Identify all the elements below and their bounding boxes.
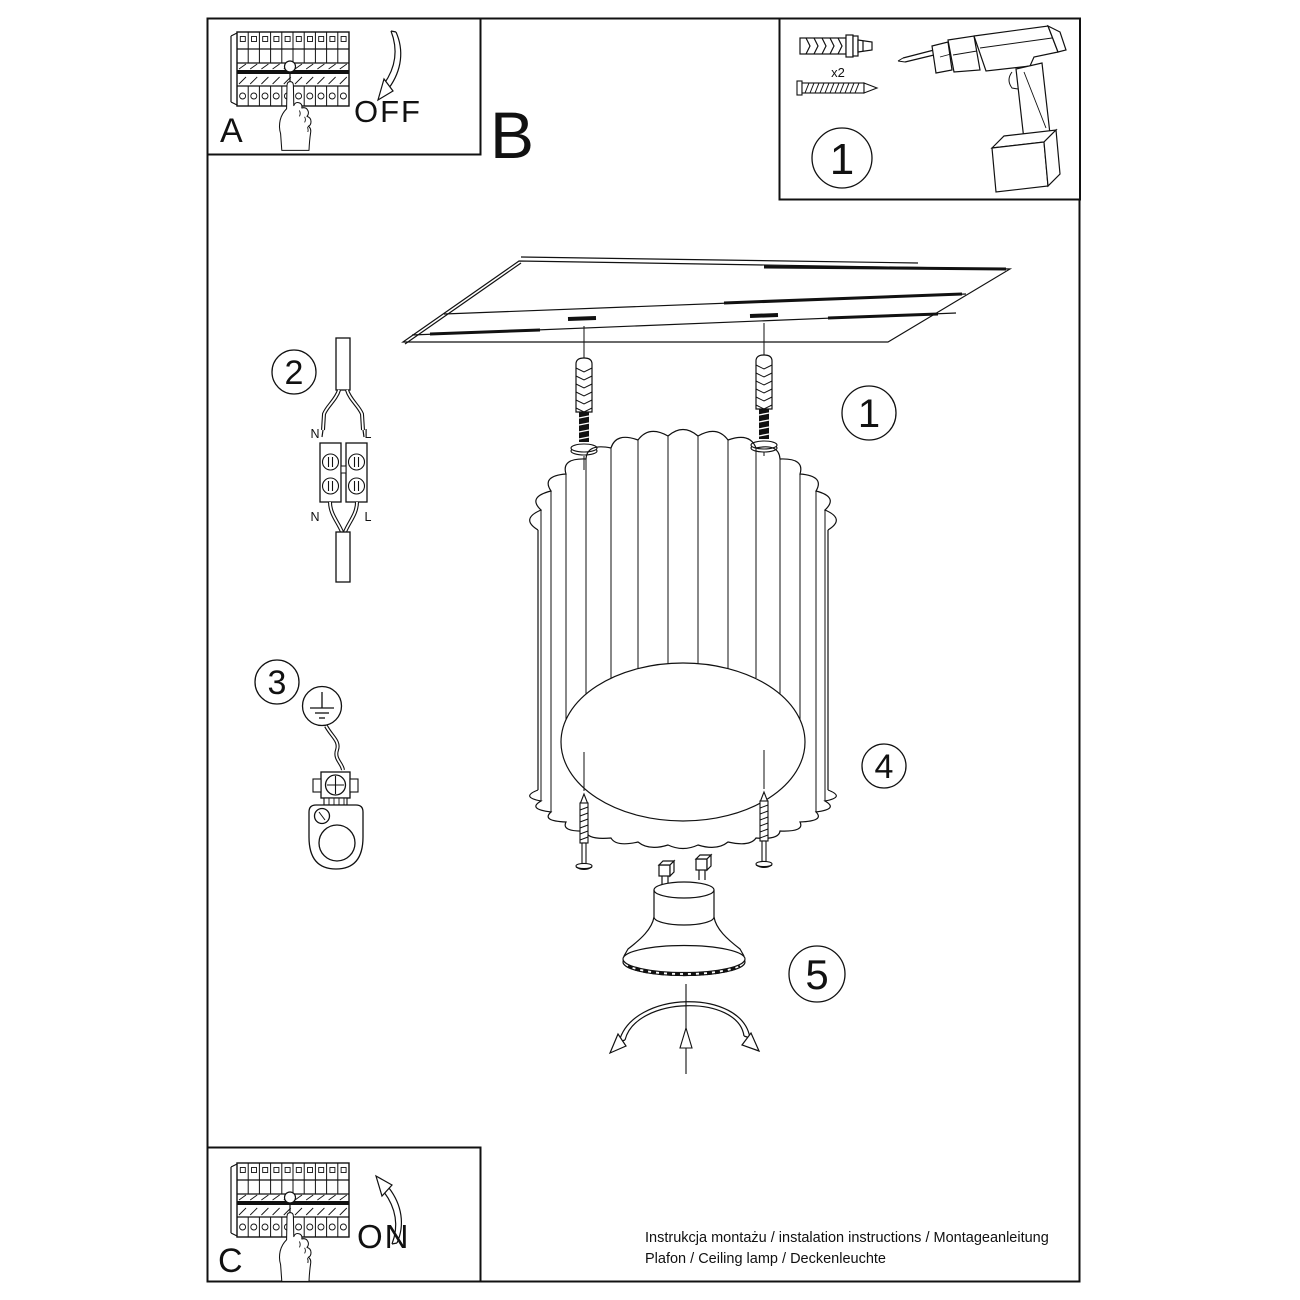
quantity-label: x2 bbox=[831, 65, 845, 80]
power-on-panel bbox=[208, 1148, 481, 1282]
terminal-label-l-top: L bbox=[364, 427, 372, 441]
mounting-hole bbox=[568, 318, 596, 319]
shade-opening bbox=[561, 663, 805, 821]
terminal-label-n-bottom: N bbox=[310, 510, 320, 524]
mounting-hole bbox=[750, 315, 778, 316]
power-off-panel bbox=[208, 19, 481, 155]
footer-line-1: Instrukcja montażu / instalation instructions / Montageanleitung bbox=[645, 1230, 1049, 1246]
step-badge-4 bbox=[862, 744, 906, 788]
fixture-cable bbox=[336, 532, 350, 582]
step-number: 2 bbox=[284, 354, 304, 392]
supply-cable bbox=[336, 338, 350, 390]
step-badge-2 bbox=[272, 350, 316, 394]
mounting-screw-icon bbox=[797, 81, 877, 95]
tools-step-badge bbox=[812, 128, 872, 188]
step-badge-3 bbox=[255, 660, 299, 704]
terminal-label-n-top: N bbox=[310, 427, 320, 441]
step-badge-1 bbox=[842, 386, 896, 440]
on-label: ON bbox=[357, 1218, 411, 1255]
step-number: 1 bbox=[829, 135, 855, 184]
step-number: 3 bbox=[267, 664, 287, 702]
mounting-bracket bbox=[309, 805, 363, 869]
panel-b-frame bbox=[208, 19, 1080, 1282]
terminal-label-l-bottom: L bbox=[364, 510, 372, 524]
footer-line-2: Plafon / Ceiling lamp / Deckenleuchte bbox=[645, 1251, 886, 1267]
section-label-a: A bbox=[220, 112, 243, 150]
ground-symbol bbox=[303, 687, 342, 726]
step-badge-5 bbox=[789, 946, 845, 1002]
section-label-b: B bbox=[490, 98, 535, 172]
step-number: 5 bbox=[805, 951, 829, 998]
tools-box bbox=[780, 19, 1081, 200]
step-number: 4 bbox=[874, 748, 894, 786]
step-number: 1 bbox=[857, 392, 881, 436]
section-label-c: C bbox=[218, 1242, 243, 1280]
off-label: OFF bbox=[354, 94, 422, 129]
